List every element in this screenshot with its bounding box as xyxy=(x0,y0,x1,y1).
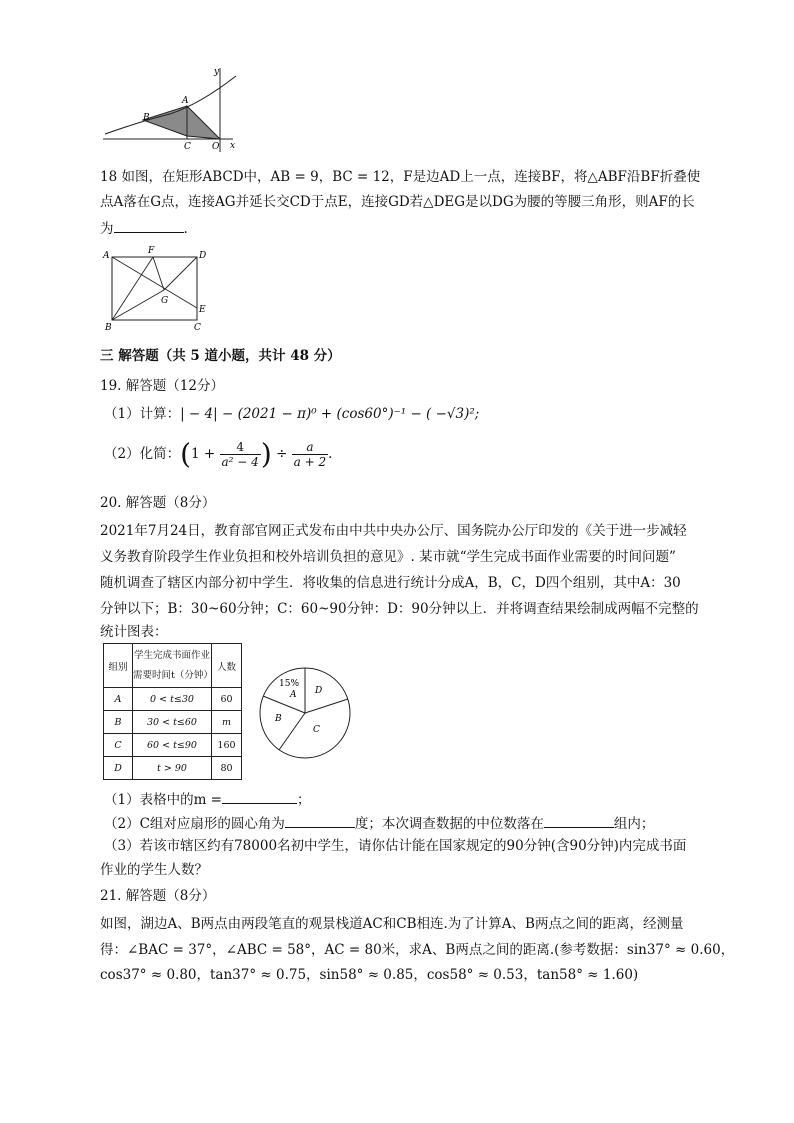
q20-sub3-line1: （3）若该市辖区约有78000名初中学生，请你估计能在国家规定的90分钟(含90分钟)内完成书面 xyxy=(104,838,687,854)
table-header-row xyxy=(104,644,242,688)
rect-label-g: G xyxy=(161,296,169,306)
q20-title: 20. 解答题（8分） xyxy=(100,495,216,511)
q18-answer-prefix: 为 xyxy=(100,221,114,237)
q18-line3 xyxy=(100,218,188,238)
q18-answer-suffix: . xyxy=(183,221,188,237)
q18-line1: 18 如图，在矩形ABCD中，AB = 9，BC = 12，F是边AD上一点，连接BF，将△ABF沿BF折叠使 xyxy=(100,169,701,185)
pie-label-d: D xyxy=(315,686,323,696)
q18-answer-blank[interactable] xyxy=(114,218,184,233)
header-group: 组别 xyxy=(104,644,133,688)
q20-para-line3: 随机调查了辖区内部分初中学生．将收集的信息进行统计分成A，B，C，D四个组别，其中A：30 xyxy=(100,575,681,591)
point-c-label: C xyxy=(184,142,191,152)
axis-y-label: y xyxy=(214,67,220,77)
q18-line2: 点A落在G点，连接AG并延长交CD于点E，连接GD若△DEG是以DG为腰的等腰三角形，则AF的长 xyxy=(100,194,695,210)
q20-sub1-blank[interactable] xyxy=(222,789,297,804)
table-row: C 60 < t≤90 160 xyxy=(104,734,242,757)
q19-title: 19. 解答题（12分） xyxy=(100,378,224,394)
axis-x-label: x xyxy=(230,141,236,151)
q19-part1-label: （1）计算： xyxy=(104,406,181,422)
point-o-label: O xyxy=(212,142,220,152)
rect-label-a: A xyxy=(103,251,110,261)
point-b-label: B xyxy=(143,113,150,123)
q21-title: 21. 解答题（8分） xyxy=(100,888,216,904)
header-time: 学生完成书面作业 需要时间t（分钟） xyxy=(133,644,212,688)
pie-label-a: A xyxy=(290,690,297,700)
table-row: A 0 < t≤30 60 xyxy=(104,688,242,711)
q19-fraction-2: $\frac{a}{a + 2}$ xyxy=(293,440,327,469)
q19-part1 xyxy=(104,405,479,423)
pie-label-c: C xyxy=(313,725,320,735)
graph-figure xyxy=(100,62,240,154)
q19-part1-expr: | − 4| − (2021 − π)⁰ + (cos60°)⁻¹ − ( −√3)²; xyxy=(180,406,480,422)
q20-sub1: （1）表格中的m = ； xyxy=(104,789,311,809)
q20-para-line2: 义务教育阶段学生作业负担和校外培训负担的意见》. 某市就“学生完成书面作业需要的时间问题” xyxy=(100,549,676,565)
table-row: D t > 90 80 xyxy=(104,757,242,780)
rect-label-e: E xyxy=(199,305,206,315)
rect-label-d: D xyxy=(199,251,207,261)
q20-sub3-line2: 作业的学生人数？ xyxy=(100,862,208,878)
q21-line3: cos37° ≈ 0.80，tan37° ≈ 0.75，sin58° ≈ 0.85，cos58° ≈ 0.53，tan58° ≈ 1.60) xyxy=(100,967,639,983)
pie-a-percent: 15% xyxy=(279,679,300,689)
q19-divide: ÷ xyxy=(276,446,288,462)
q20-para-line4: 分钟以下；B：30~60分钟；C：60~90分钟：D：90分钟以上．并将调查结果绘制成两幅不完整的 xyxy=(100,601,699,617)
q21-line1: 如图，湖边A、B两点由两段笔直的观景栈道AC和CB相连.为了计算A、B两点之间的距离，经测量 xyxy=(100,916,684,932)
rectangle-figure xyxy=(100,244,215,336)
q21-line2: 得：∠BAC = 37°，∠ABC = 58°，AC = 80米，求A、B两点之间的距离.(参考数据：sin37° ≈ 0.60， xyxy=(100,942,735,958)
q20-sub2: （2）C组对应扇形的圆心角为 度；本次调查数据的中位数落在 组内； xyxy=(104,813,654,833)
pie-chart xyxy=(258,666,353,761)
rect-label-f: F xyxy=(148,246,155,256)
table-row: B 30 < t≤60 m xyxy=(104,711,242,734)
q19-part2-label: （2）化简： xyxy=(104,446,181,462)
q20-sub2-blank-angle[interactable] xyxy=(285,813,355,828)
rect-label-c: C xyxy=(194,323,201,333)
point-a-label: A xyxy=(182,96,189,106)
section3-heading: 三 解答题（共 5 道小题，共计 48 分） xyxy=(100,348,341,364)
q20-para-line5: 统计图表： xyxy=(100,624,168,640)
header-count: 人数 xyxy=(212,644,242,688)
q20-sub2-blank-group[interactable] xyxy=(544,813,614,828)
shaded-triangle-right xyxy=(187,106,220,139)
q19-part2: （2）化简：(1 + $\frac{4}{\text{a² − 4}}$ ) ÷ $\frac{a}{a + 2}$ . xyxy=(104,437,333,471)
stats-table xyxy=(103,643,242,780)
rect-label-b: B xyxy=(105,323,112,333)
q19-fraction-1: $\frac{4}{\text{a² − 4}}$ xyxy=(221,440,259,469)
q19-one-plus: 1 + xyxy=(191,446,216,462)
pie-label-b: B xyxy=(275,714,282,724)
q20-para-line1: 2021年7月24日，教育部官网正式发布由中共中央办公厅、国务院办公厅印发的《关于进一步减轻 xyxy=(100,523,687,539)
